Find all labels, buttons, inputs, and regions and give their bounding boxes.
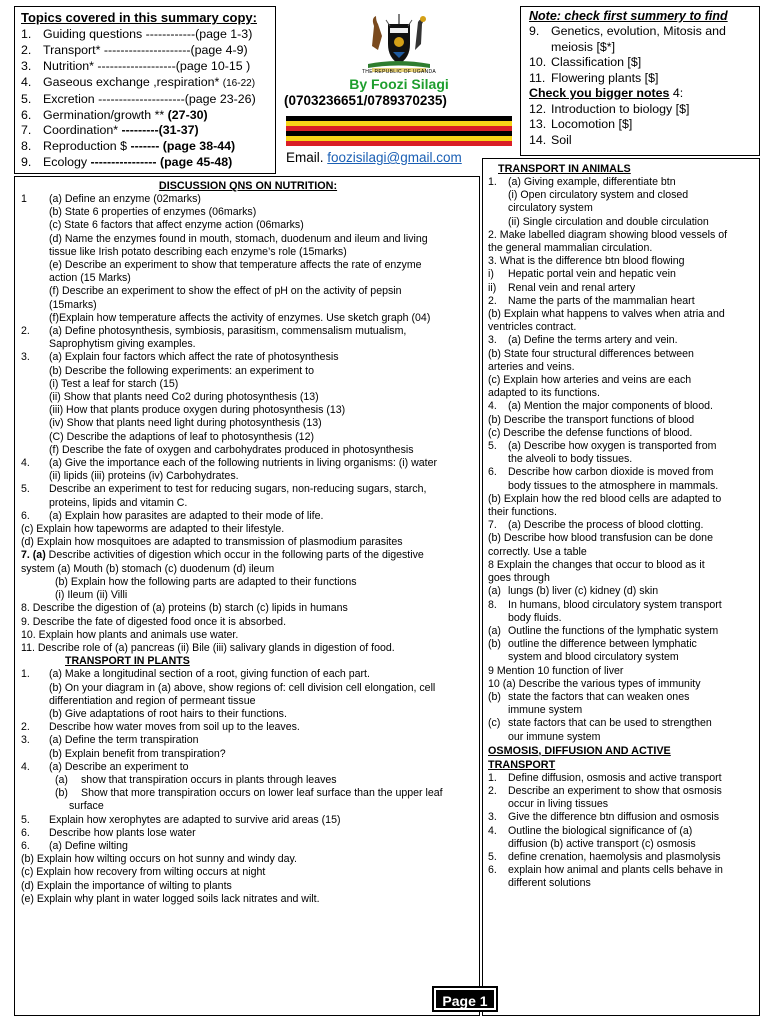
question-line: proteins, lipids and vitamin C. — [49, 496, 188, 509]
question-line: 11. Describe role of (a) pancreas (ii) Bile (iii) salivary glands in digestion of food. — [21, 641, 395, 654]
note-list — [529, 24, 751, 86]
topic-number: 6. — [21, 107, 32, 122]
topic-item — [21, 27, 269, 43]
question-number: 6. — [488, 864, 497, 877]
transport-animals-column — [482, 158, 760, 1016]
question-line: (ii) lipids (iii) proteins (iv) Carbohydrates. — [49, 470, 239, 483]
question-line — [488, 519, 754, 532]
note-text: Genetics, evolution, Mitosis and meiosis [$*] — [551, 24, 726, 54]
question-line: (C) Describe the adaptions of leaf to photosynthesis (12) — [49, 430, 314, 443]
note-number: 11. — [529, 70, 546, 85]
question-number: (c) — [488, 717, 501, 730]
topic-number: 7. — [21, 123, 32, 138]
note-number: 9. — [529, 24, 540, 38]
question-number: 4. — [488, 824, 497, 837]
question-number: (b) — [488, 690, 501, 703]
question-number: 6. — [21, 509, 30, 522]
question-number: 4. — [21, 457, 30, 470]
topic-text — [43, 75, 255, 92]
page-number: Page 1 — [434, 988, 496, 1010]
question-text: Describe an experiment to test for reducing sugars, non-reducing sugars, starch, — [49, 483, 427, 496]
question-line — [21, 483, 475, 496]
question-text: state factors that can be used to strengthen — [508, 717, 712, 730]
question-number: ii) — [488, 281, 497, 294]
question-line: our immune system — [508, 730, 601, 743]
question-number: 3. — [488, 811, 497, 824]
question-line: surface — [69, 800, 104, 813]
topic-label: Excretion ---------------------(page 23-26) — [43, 91, 256, 106]
question-line: correctly. Use a table — [488, 545, 587, 558]
question-text: Define diffusion, osmosis and active transport — [508, 771, 722, 784]
question-line: 8. Describe the digestion of (a) proteins (b) starch (c) lipids in humans — [21, 602, 348, 615]
question-line: (e) Describe an experiment to show that temperature affects the rate of enzyme — [49, 259, 422, 272]
question-line: (d) Explain how mosquitoes are adapted to transmission of plasmodium parasites — [21, 536, 403, 549]
question-text: In humans, blood circulatory system transport — [508, 598, 722, 611]
question-number: 7. (a) — [21, 549, 46, 562]
question-line: Saprophytism giving examples. — [49, 338, 196, 351]
question-line: (b) State four structural differences between — [488, 347, 694, 360]
topic-label: Transport* ---------------------(page 4-9) — [43, 42, 248, 57]
question-text: (a) Define wilting — [49, 839, 128, 852]
question-line: system (a) Mouth (b) stomach (c) duodenum (d) ileum — [21, 562, 275, 575]
question-line — [21, 510, 475, 523]
bigger-notes-list — [529, 102, 751, 149]
question-text: Outline the functions of the lymphatic system — [508, 624, 719, 637]
question-line: 8 Explain the changes that occur to blood as it — [488, 558, 705, 571]
email-line — [286, 151, 462, 164]
question-line: body tissues to the atmosphere in mammals. — [508, 479, 719, 492]
question-text: Describe activities of digestion which occur in the following parts of the digestive — [45, 549, 424, 562]
osmosis-heading: TRANSPORT — [488, 758, 556, 771]
question-line — [488, 811, 754, 824]
question-line: occur in living tissues — [508, 798, 609, 811]
topic-text — [43, 139, 235, 155]
question-line: the alveoli to body tissues. — [508, 453, 633, 466]
question-line — [21, 325, 475, 338]
transport-animals-heading: TRANSPORT IN ANIMALS — [498, 163, 631, 175]
question-line: tissue like Irish potato describing each enzyme’s role (15marks) — [49, 245, 347, 258]
question-line: the general mammalian circulation. — [488, 242, 653, 255]
question-line: (b) Explain how wilting occurs on hot sunny and windy day. — [21, 853, 297, 866]
topic-pages: ---------------- (page 45-48) — [90, 155, 233, 170]
question-number: 5. — [21, 483, 30, 496]
question-line: immune system — [508, 704, 583, 717]
note-box — [520, 6, 760, 156]
question-number: 6. — [488, 466, 497, 479]
topic-text — [43, 108, 208, 124]
topic-number: 4. — [21, 74, 32, 89]
question-text: (a) Describe an experiment to — [49, 760, 189, 773]
question-text: Give the difference btn diffusion and osmosis — [508, 811, 720, 824]
topic-pages: ---------(31-37) — [121, 123, 199, 138]
note-item — [529, 102, 751, 118]
question-line: their functions. — [488, 506, 557, 519]
question-line: (b) State 6 properties of enzymes (06marks) — [49, 206, 257, 219]
note-text: Classification [$] — [551, 55, 642, 69]
question-text: (a) Describe how oxygen is transported from — [508, 440, 717, 453]
question-line: (15marks) — [49, 298, 97, 311]
question-text: lungs (b) liver (c) kidney (d) skin — [508, 585, 659, 598]
question-number: (a) — [488, 624, 501, 637]
topic-text — [43, 59, 250, 75]
question-text: (a) Define photosynthesis, symbiosis, parasitism, commensalism mutualism, — [49, 325, 407, 338]
question-line: (b) On your diagram in (a) above, show regions of: cell division cell elongation, cell — [49, 681, 436, 694]
question-number: 2. — [21, 721, 30, 734]
topic-label: Ecology — [43, 155, 91, 170]
question-line: 9. Describe the fate of digested food once it is absorbed. — [21, 615, 287, 628]
question-number: 5. — [488, 440, 497, 453]
note-item — [529, 133, 751, 149]
question-number: 7. — [488, 519, 497, 532]
note-text: Locomotion [$] — [551, 117, 633, 131]
question-number: 1. — [21, 668, 30, 681]
note-number: 13. — [529, 117, 547, 131]
question-line: (i) Test a leaf for starch (15) — [49, 377, 179, 390]
question-number: 2. — [21, 325, 30, 338]
question-line: ventricles contract. — [488, 321, 577, 334]
question-line — [21, 734, 475, 747]
question-number: 5. — [488, 850, 497, 863]
topic-label: Guiding questions ------------(page 1-3) — [43, 27, 253, 41]
topic-number: 9. — [21, 155, 32, 170]
uganda-flag — [286, 116, 512, 146]
question-line — [488, 717, 754, 730]
question-line — [21, 549, 475, 562]
question-line: (b) Give adaptations of root hairs to their functions. — [49, 707, 287, 720]
topic-number: 3. — [21, 58, 32, 73]
question-number: 6. — [21, 839, 30, 852]
question-line — [488, 400, 754, 413]
question-line: (iii) How that plants produce oxygen during photosynthesis (13) — [49, 404, 346, 417]
question-text: (a) Give the importance each of the following nutrients in living organisms: (i) water — [49, 457, 438, 470]
topic-text — [43, 43, 248, 59]
question-line — [21, 721, 475, 734]
question-text: state the factors that can weaken ones — [508, 690, 690, 703]
question-line: (ii) Single circulation and double circulation — [508, 215, 709, 228]
question-line — [21, 814, 475, 827]
note-text: Soil — [551, 132, 572, 147]
author-header — [282, 6, 516, 174]
question-line — [21, 457, 475, 470]
question-line — [21, 193, 475, 206]
topic-label: Germination/growth ** — [43, 107, 168, 122]
question-text: Describe how plants lose water — [49, 826, 196, 839]
topic-number: 5. — [21, 91, 32, 106]
question-text: (a) Define the terms artery and vein. — [508, 334, 678, 347]
question-line — [488, 585, 754, 598]
topic-number: 1. — [21, 27, 32, 41]
question-text: Renal vein and renal artery — [508, 281, 636, 294]
question-number: (b) — [488, 638, 501, 651]
question-text: show that transpiration occurs in plants through leaves — [81, 773, 337, 786]
question-line — [488, 638, 754, 651]
topic-label: Coordination* — [43, 123, 122, 138]
question-line: (d) Explain the importance of wilting to plants — [21, 879, 232, 892]
transport-animals-question-list — [488, 176, 754, 891]
bigger-notes-line — [529, 86, 751, 102]
question-number: (a) — [488, 585, 501, 598]
note-number: 10. — [529, 55, 547, 69]
question-line: system and blood circulatory system — [508, 651, 679, 664]
nutrition-question-list — [21, 193, 475, 906]
topic-label: Nutrition* -------------------(page 10-15 ) — [43, 58, 251, 73]
question-number: 3. — [21, 734, 30, 747]
question-subline — [21, 774, 475, 787]
question-line: (iv) Show that plants need light during photosynthesis (13) — [49, 417, 322, 430]
question-text: Describe an experiment to show that osmosis — [508, 784, 722, 797]
topic-number: 8. — [21, 139, 32, 154]
question-line: (b) Describe how blood transfusion can be done — [488, 532, 713, 545]
question-number: 2. — [488, 294, 497, 307]
question-text: (a) Explain four factors which affect the rate of photosynthesis — [49, 351, 339, 364]
question-text: (a) Explain how parasites are adapted to their mode of life. — [49, 509, 324, 522]
question-line — [488, 176, 754, 189]
question-number: 1. — [488, 771, 497, 784]
question-line: (f)Explain how temperature affects the activity of enzymes. Use sketch graph (04) — [49, 311, 431, 324]
question-line — [488, 625, 754, 638]
question-line: differentiation and region of permeant tissue — [49, 694, 256, 707]
topics-list — [21, 27, 269, 171]
topic-item — [21, 92, 269, 108]
note-text: Introduction to biology [$] — [551, 101, 690, 116]
question-line — [21, 840, 475, 853]
question-line: (f) Describe an experiment to show the effect of pH on the activity of pepsin — [49, 285, 402, 298]
question-line — [488, 282, 754, 295]
question-number: 4. — [488, 400, 497, 413]
email-link[interactable]: foozisilagi@gmail.com — [327, 150, 462, 165]
question-text: (a) Define the term transpiration — [49, 734, 199, 747]
question-line: 10. Explain how plants and animals use water. — [21, 628, 239, 641]
question-line: adapted to its functions. — [488, 387, 600, 400]
question-text: Describe how water moves from soil up to the leaves. — [49, 721, 300, 734]
question-line: body fluids. — [508, 611, 562, 624]
question-text: (a) Define an enzyme (02marks) — [49, 193, 201, 205]
question-text: Name the parts of the mammalian heart — [508, 294, 695, 307]
question-line: (i) Open circulatory system and closed — [508, 189, 689, 202]
question-line: (b) Explain benefit from transpiration? — [49, 747, 226, 760]
question-number: 3. — [21, 351, 30, 364]
nutrition-questions-column — [14, 176, 480, 1016]
bigger-notes-label: Check you bigger notes — [529, 86, 670, 100]
question-line — [488, 825, 754, 838]
transport-plants-heading: TRANSPORT IN PLANTS — [65, 655, 190, 668]
question-line: circulatory system — [508, 202, 593, 215]
question-number: 1 — [21, 193, 27, 205]
question-line: goes through — [488, 572, 550, 585]
question-line: (b) Describe the transport functions of blood — [488, 413, 695, 426]
question-line: (b) Explain how the red blood cells are adapted to — [488, 492, 722, 505]
topics-box — [14, 6, 276, 174]
question-text: Show that more transpiration occurs on lower leaf surface than the upper leaf — [81, 787, 443, 800]
topic-pages: ------- (page 38-44) — [130, 139, 236, 154]
question-line: 9 Mention 10 function of liver — [488, 664, 624, 677]
question-line — [21, 761, 475, 774]
topic-text — [43, 27, 252, 43]
note-item — [529, 117, 751, 133]
flag-stripe — [286, 141, 512, 146]
topic-text — [43, 155, 232, 171]
note-number: 14. — [529, 132, 547, 147]
question-line: (d) Name the enzymes found in mouth, stomach, duodenum and ileum and living — [49, 232, 428, 245]
question-line — [488, 691, 754, 704]
question-line: (f) Describe the fate of oxygen and carbohydrates produced in photosynthesis — [49, 443, 414, 456]
question-line — [488, 440, 754, 453]
question-line — [488, 334, 754, 347]
question-line: (b) Explain what happens to valves when atria and — [488, 308, 725, 321]
question-number: i) — [488, 268, 494, 281]
question-line — [488, 864, 754, 877]
question-subnumber: (a) — [55, 773, 68, 786]
question-number: 5. — [21, 813, 30, 826]
question-line — [21, 351, 475, 364]
nutrition-heading: DISCUSSION QNS ON NUTRITION: — [158, 180, 338, 192]
question-line: 2. Make labelled diagram showing blood vessels of — [488, 228, 728, 241]
question-subline — [21, 787, 475, 800]
question-text: (a) Mention the major components of blood. — [508, 400, 713, 413]
author-name: By Foozi Silagi — [349, 76, 449, 92]
question-line: (e) Explain why plant in water logged soils lack nitrates and wilt. — [21, 892, 320, 905]
question-text: Explain how xerophytes are adapted to survive arid areas (15) — [49, 813, 341, 826]
question-line: action (15 Marks) — [49, 272, 131, 285]
question-text: Describe how carbon dioxide is moved from — [508, 466, 714, 479]
topic-item — [21, 108, 269, 124]
question-line: (ii) Show that plants need Co2 during photosynthesis (13) — [49, 391, 319, 404]
question-line — [21, 827, 475, 840]
question-line: (c) Describe the defense functions of blood. — [488, 426, 693, 439]
topic-item — [21, 43, 269, 59]
question-line — [488, 295, 754, 308]
question-number: 2. — [488, 784, 497, 797]
note-item — [529, 71, 751, 87]
question-line — [488, 466, 754, 479]
topic-item — [21, 123, 269, 139]
topic-item — [21, 75, 269, 92]
topic-item — [21, 155, 269, 171]
question-line — [488, 785, 754, 798]
note-title: Note: check first summery to find — [529, 9, 728, 23]
osmosis-heading: OSMOSIS, DIFFUSION AND ACTIVE — [488, 744, 671, 757]
question-line: (i) Ileum (ii) Villi — [55, 589, 128, 602]
question-subnumber: (b) — [55, 787, 68, 800]
phone-numbers: (0703236651/0789370235) — [284, 93, 447, 108]
question-line: 3. What is the difference btn blood flowing — [488, 255, 685, 268]
coat-caption: THE REPUBLIC OF UGANDA — [361, 69, 437, 75]
bigger-notes-suffix: 4: — [669, 86, 684, 100]
question-line: (c) Explain how tapeworms are adapted to their lifestyle. — [21, 523, 285, 536]
question-line: 10 (a) Describe the various types of immunity — [488, 677, 701, 690]
question-text: Outline the biological significance of (a) — [508, 824, 693, 837]
question-text: (a) Make a longitudinal section of a root, giving function of each part. — [49, 668, 370, 681]
note-text: Flowering plants [$] — [551, 70, 659, 85]
note-number: 12. — [529, 101, 547, 116]
question-number: 8. — [488, 598, 497, 611]
question-line — [488, 599, 754, 612]
topic-text — [43, 123, 199, 139]
topic-label: Gaseous exchange ,respiration* — [43, 74, 223, 89]
question-text: (a) Describe the process of blood clotting. — [508, 519, 704, 532]
question-line: (b) Describe the following experiments: an experiment to — [49, 364, 314, 377]
question-line — [488, 772, 754, 785]
question-line — [488, 268, 754, 281]
question-number: 4. — [21, 760, 30, 773]
question-line: (c) Explain how arteries and veins are each — [488, 374, 692, 387]
question-line: different solutions — [508, 877, 591, 890]
question-text: explain how animal and plants cells behave in — [508, 864, 723, 877]
question-number: 1. — [488, 176, 497, 188]
topic-number: 2. — [21, 42, 32, 57]
topic-text — [43, 92, 256, 108]
page-number-badge — [432, 986, 498, 1012]
question-line: (c) Explain how recovery from wilting occurs at night — [21, 866, 266, 879]
question-number: 3. — [488, 334, 497, 347]
question-text: (a) Giving example, differentiate btn — [508, 176, 676, 188]
topic-item — [21, 139, 269, 155]
question-text: define crenation, haemolysis and plasmolysis — [508, 850, 721, 863]
question-line: (b) Explain how the following parts are adapted to their functions — [55, 575, 357, 588]
topic-pages: (16-22) — [222, 77, 256, 89]
email-label: Email. — [286, 150, 328, 165]
note-item — [529, 24, 751, 55]
topic-item — [21, 59, 269, 75]
question-line: arteries and veins. — [488, 360, 575, 373]
question-line: (c) State 6 factors that affect enzyme action (06marks) — [49, 219, 304, 232]
topic-pages: (27-30) — [167, 107, 208, 122]
question-text: Hepatic portal vein and hepatic vein — [508, 268, 676, 281]
question-number: 6. — [21, 826, 30, 839]
topic-label: Reproduction $ — [43, 139, 131, 154]
question-line — [21, 668, 475, 681]
question-text: outline the difference between lymphatic — [508, 638, 697, 651]
question-line: diffusion (b) active transport (c) osmosis — [508, 837, 696, 850]
note-item — [529, 55, 751, 71]
topics-title: Topics covered in this summary copy: — [21, 10, 257, 25]
question-line — [488, 851, 754, 864]
